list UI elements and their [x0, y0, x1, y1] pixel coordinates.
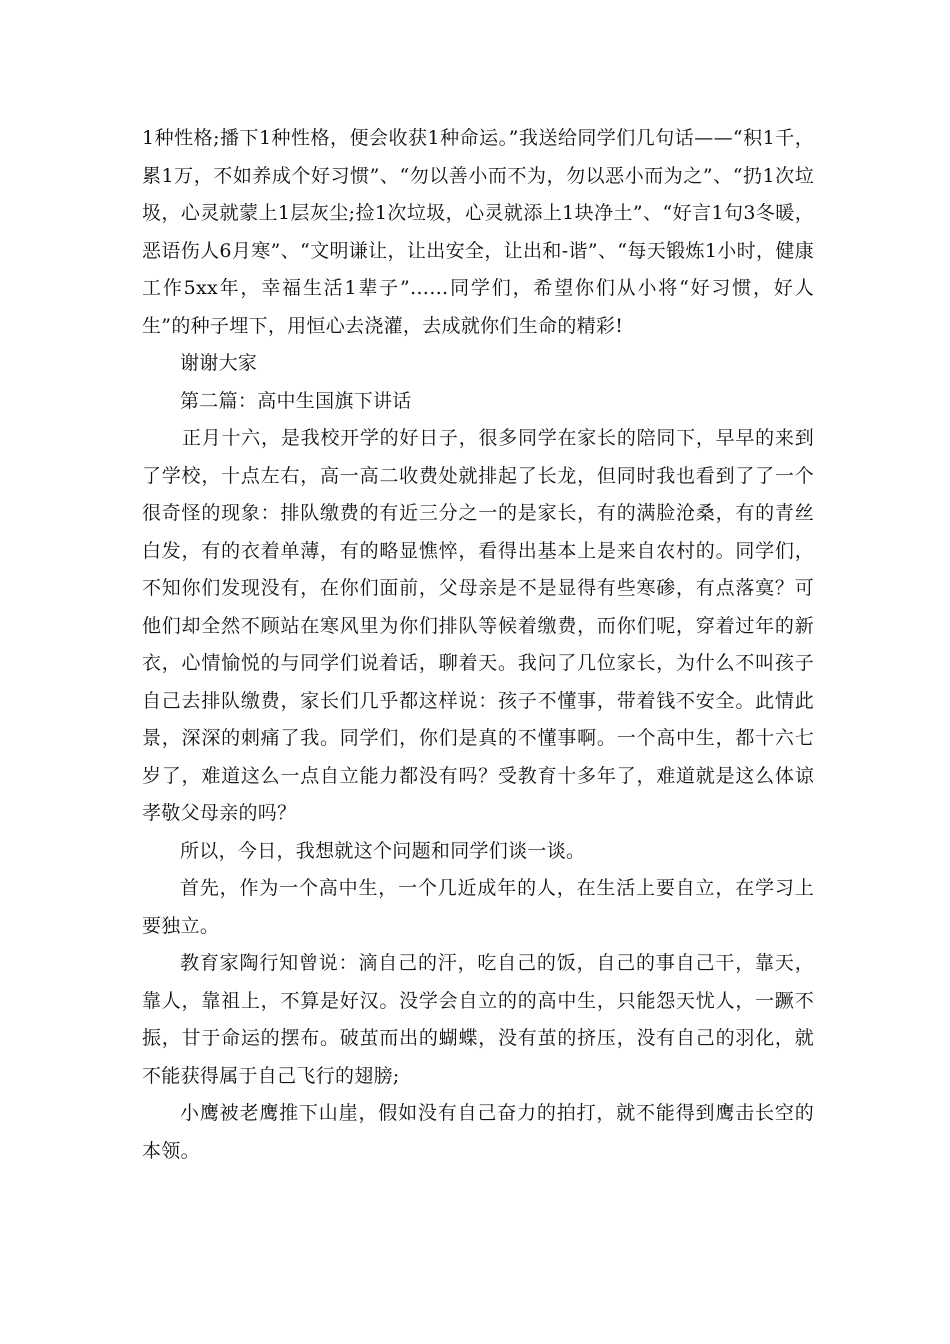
paragraph-eagle: 小鹰被老鹰推下山崖，假如没有自己奋力的拍打，就不能得到鹰击长空的本领。: [142, 1102, 814, 1162]
paragraph-first-point: 首先，作为一个高中生，一个几近成年的人，在生活上要自立，在学习上要独立。: [142, 877, 814, 937]
paragraph-topic: 所以，今日，我想就这个问题和同学们谈一谈。: [180, 839, 586, 862]
document-body: [142, 120, 814, 1170]
paragraph-thanks: 谢谢大家: [180, 352, 258, 374]
paragraph-tao-xingzhi: 教育家陶行知曾说：滴自己的汗，吃自己的饭，自己的事自己干，靠天，靠人，靠祖上，不算是好汉。没学会自立的的高中生，只能怨天忧人，一蹶不振，甘于命运的摆布。破茧而出的蝴蝶，没有茧的挤压，没有自己的羽化，就不能获得属于自己飞行的翅膀;: [142, 952, 814, 1087]
paragraph-habits-quotes: 1种性格;播下1种性格，便会收获1种命运。”我送给同学们几句话——“积1千，累1万，不如养成个好习惯”、“勿以善小而不为，勿以恶小而为之”、“扔1次垃圾，心灵就蒙上1层灰尘;捡1次垃圾，心灵就添上1块净土”、“好言1句3冬暖，恶语伤人6月寒”、“文明谦让，让出安全，让出和-谐”、“每天锻炼1小时，健康工作5xx年，幸福生活1辈子”……同学们，希望你们从小将“好习惯，好人生”的种子埋下，用恒心去浇灌，去成就你们生命的精彩!: [142, 127, 814, 337]
paragraph-opening-day: 正月十六，是我校开学的好日子，很多同学在家长的陪同下，早早的来到了学校，十点左右，高一高二收费处就排起了长龙，但同时我也看到了了一个很奇怪的现象：排队缴费的有近三分之一的是家长，有的满脸沧桑，有的青丝白发，有的衣着单薄，有的略显憔悴，看得出基本上是来自农村的。同学们，不知你们发现没有，在你们面前，父母亲是不是显得有些寒碜，有点落寞？可他们却全然不顾站在寒风里为你们排队等候着缴费，而你们呢，穿着过年的新衣，心情愉悦的与同学们说着话，聊着天。我问了几位家长，为什么不叫孩子自己去排队缴费，家长们几乎都这样说：孩子不懂事，带着钱不安全。此情此景，深深的刺痛了我。同学们，你们是真的不懂事啊。一个高中生，都十六七岁了，难道这么一点自立能力都没有吗？受教育十多年了，难道就是这么体谅孝敬父母亲的吗？: [142, 427, 814, 824]
section-heading: 第二篇：高中生国旗下讲话: [180, 389, 412, 412]
